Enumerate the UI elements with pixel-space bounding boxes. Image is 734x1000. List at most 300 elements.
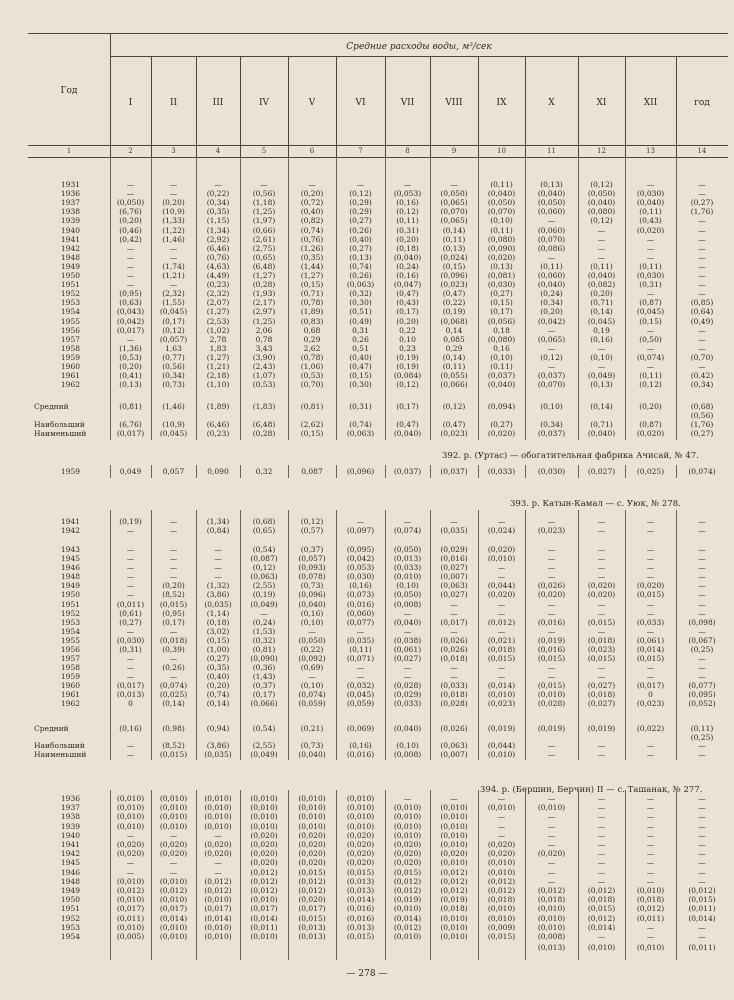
value-cell: — <box>646 922 655 932</box>
value-cell: (0,19) <box>442 307 466 317</box>
value-cell: (0,033) <box>487 467 516 476</box>
value-cell: — <box>698 600 706 609</box>
value-cell: — <box>126 627 135 636</box>
value-cell: (0,010) <box>636 943 665 952</box>
value-cell: (0,010) <box>587 943 616 952</box>
value-cell: (0,014) <box>587 922 616 932</box>
value-cell: (0,34) <box>206 198 230 208</box>
value-cell: (0,066) <box>250 699 278 708</box>
value-cell: — <box>698 663 706 672</box>
value-cell: (0,074) <box>688 467 716 476</box>
value-cell: (0,012) <box>587 886 616 895</box>
value-cell: — <box>646 234 655 244</box>
value-cell: — <box>169 858 178 868</box>
value-cell: — <box>403 663 412 672</box>
value-cell: (0,063) <box>346 429 375 438</box>
value-cell: (0,049) <box>250 600 278 609</box>
value-cell: — <box>597 362 606 371</box>
value-cell: (0,020) <box>298 858 326 868</box>
value-cell: (0,010) <box>346 803 375 813</box>
value-cell: (0,12) <box>252 563 276 572</box>
value-cell: — <box>403 794 412 803</box>
value-cell: (0,27) <box>690 198 714 208</box>
column-number: 2 <box>128 147 133 155</box>
value-cell: — <box>597 672 606 681</box>
value-cell: (1,76) <box>690 207 714 217</box>
year-cell: 1960 <box>60 681 80 690</box>
value-cell: (0,098) <box>688 618 716 627</box>
value-cell: — <box>698 581 706 590</box>
value-cell: (0,037) <box>537 371 566 381</box>
value-cell: (0,012) <box>688 886 716 895</box>
value-cell: — <box>646 803 655 813</box>
value-cell: (1,22) <box>162 225 185 235</box>
value-cell: (0,008) <box>393 750 422 759</box>
value-cell: (0,014) <box>204 913 232 923</box>
value-cell: (0,013) <box>346 876 375 886</box>
station-caption-393: 393. р. Катын-Камал — с. Уюк, № 278. <box>510 499 681 509</box>
value-cell: (2,55) <box>252 741 276 750</box>
value-cell: 0,18 <box>493 325 510 335</box>
value-cell: (0,030) <box>116 636 145 645</box>
value-cell: — <box>547 343 556 353</box>
value-cell: (0,007) <box>440 750 468 759</box>
column-number: 14 <box>697 147 707 155</box>
value-cell: — <box>260 180 268 189</box>
value-cell: — <box>597 252 606 262</box>
value-cell: (0,045) <box>636 307 665 317</box>
value-cell: (0,020) <box>537 849 566 859</box>
value-cell: (0,012) <box>116 886 145 895</box>
value-cell: (0,010) <box>204 932 232 941</box>
value-cell: (0,033) <box>393 699 422 708</box>
value-cell: (0,015) <box>537 681 566 690</box>
value-cell: — <box>597 563 606 572</box>
column-header-12: XII <box>643 98 658 108</box>
value-cell: — <box>698 252 706 262</box>
value-cell: (0,12) <box>349 189 372 199</box>
value-cell: (0,010) <box>204 803 232 813</box>
value-cell: — <box>597 867 606 877</box>
column-header-13: год <box>694 98 710 108</box>
value-cell: (2,53) <box>206 316 230 326</box>
value-cell: (0,28) <box>252 429 276 438</box>
value-cell: — <box>126 867 135 877</box>
column-divider <box>625 510 626 760</box>
value-cell: — <box>547 858 556 868</box>
value-cell: (0,13) <box>119 380 142 390</box>
value-cell: (0,020) <box>159 849 188 859</box>
value-cell: — <box>547 741 556 750</box>
value-cell: — <box>597 243 606 253</box>
value-cell: (0,028) <box>537 699 566 708</box>
year-cell: 1945 <box>60 554 80 563</box>
value-cell: (0,015) <box>298 913 326 923</box>
value-cell: (0,010) <box>393 830 422 840</box>
value-cell: (0,015) <box>346 932 375 941</box>
year-cell: 1945 <box>60 858 80 868</box>
value-cell: (0,010) <box>393 932 422 941</box>
value-cell: (0,018) <box>487 895 516 905</box>
value-cell: — <box>214 180 222 189</box>
value-cell: (0,012) <box>487 618 516 627</box>
value-cell: (0,010) <box>159 876 188 886</box>
value-cell: (0,54) <box>252 724 276 733</box>
value-cell: (0,43) <box>396 298 419 308</box>
column-header-3: III <box>212 98 224 108</box>
value-cell: — <box>169 867 178 877</box>
value-cell: — <box>698 672 706 681</box>
value-cell: (0,022) <box>636 724 665 733</box>
value-cell: 0,29 <box>303 334 321 344</box>
value-cell: — <box>547 821 556 831</box>
value-cell: (0,050) <box>537 198 566 208</box>
value-cell: (1,25) <box>252 207 276 217</box>
value-cell: (0,69) <box>300 663 324 672</box>
value-cell: 2,06 <box>255 325 273 335</box>
value-cell: (6,76) <box>119 420 142 429</box>
value-cell: 0 <box>648 690 653 699</box>
value-cell: (0,020) <box>250 849 278 859</box>
year-cell: 1949 <box>60 886 80 895</box>
value-cell: (0,055) <box>440 371 468 381</box>
value-cell: (0,017) <box>159 904 188 914</box>
value-cell: (0,20) <box>590 289 613 299</box>
value-cell: (0,060) <box>537 207 566 217</box>
value-cell: (0,012) <box>298 876 326 886</box>
value-cell: (0,015) <box>346 867 375 877</box>
value-cell: (0,14) <box>206 699 230 708</box>
value-cell: (0,94) <box>206 724 230 733</box>
value-cell: (0,016) <box>346 913 375 923</box>
value-cell: (0,037) <box>393 467 422 476</box>
row-label: Наименьший <box>34 750 87 759</box>
value-cell: (0,020) <box>487 840 516 849</box>
value-cell: (0,35) <box>300 252 324 262</box>
value-cell: — <box>597 572 606 581</box>
value-cell: — <box>646 830 655 840</box>
value-cell: (0,023) <box>537 526 566 535</box>
value-cell: — <box>547 252 556 262</box>
column-divider <box>525 790 526 960</box>
value-cell: (2,07) <box>206 298 230 308</box>
value-cell: (0,013) <box>537 943 566 952</box>
value-cell: — <box>547 812 556 822</box>
value-cell: — <box>214 554 222 563</box>
column-header-7: VII <box>400 98 415 108</box>
value-cell: (0,037) <box>440 467 468 476</box>
value-cell: — <box>126 252 135 262</box>
value-cell: (0,097) <box>346 526 375 535</box>
value-cell: (0,037) <box>537 429 566 438</box>
value-cell: (0,011) <box>250 922 278 932</box>
value-cell: (0,11) <box>349 645 372 654</box>
column-number: 7 <box>358 147 363 155</box>
value-cell: (0,34) <box>540 420 563 429</box>
value-cell: — <box>547 563 556 572</box>
value-cell: (1,83) <box>252 402 276 411</box>
value-cell: (0,019) <box>537 636 566 645</box>
value-cell: (0,017) <box>440 618 468 627</box>
value-cell: (0,016) <box>346 750 375 759</box>
value-cell: — <box>497 572 506 581</box>
value-cell: (0,012) <box>487 876 516 886</box>
value-cell: (0,22) <box>206 189 230 199</box>
value-cell: (0,020) <box>116 840 145 849</box>
value-cell: (0,013) <box>346 886 375 895</box>
value-cell: — <box>597 517 606 526</box>
value-cell: (0,10) <box>590 352 613 362</box>
value-cell: (0,038) <box>393 636 422 645</box>
column-divider <box>385 510 386 760</box>
value-cell: (0,010) <box>440 830 468 840</box>
value-cell: (0,19) <box>252 590 276 599</box>
value-cell: (0,015) <box>393 867 422 877</box>
value-cell: (0,27) <box>490 289 513 299</box>
column-divider <box>110 465 111 478</box>
value-cell: (0,010) <box>298 821 326 831</box>
value-cell: (6,76) <box>119 207 142 217</box>
value-cell: 0,085 <box>443 334 465 344</box>
value-cell: (0,53) <box>252 380 276 390</box>
value-cell: 0,049 <box>119 467 142 476</box>
value-cell: (3,02) <box>206 627 230 636</box>
value-cell: (3,90) <box>252 352 276 362</box>
value-cell: (0,010) <box>116 794 145 803</box>
value-cell: (0,74) <box>300 225 324 235</box>
value-cell: (0,023) <box>487 699 516 708</box>
value-cell: (0,010) <box>487 867 516 877</box>
value-cell: (0,68) <box>690 402 714 411</box>
value-cell: (0,12) <box>639 380 662 390</box>
value-cell: — <box>698 234 706 244</box>
value-cell: — <box>597 750 606 759</box>
value-cell: (0,018) <box>487 645 516 654</box>
value-cell: — <box>308 180 316 189</box>
value-cell: (0,11) <box>442 362 466 371</box>
value-cell: (0,013) <box>116 690 145 699</box>
value-cell: (0,095) <box>346 545 375 554</box>
year-cell: 1955 <box>60 636 80 645</box>
value-cell: (0,020) <box>636 429 665 438</box>
value-cell: (0,057) <box>159 334 188 344</box>
value-cell: (0,24) <box>252 618 276 627</box>
value-cell: (0,015) <box>537 654 566 663</box>
value-cell: — <box>356 672 365 681</box>
value-cell: (0,023) <box>440 280 468 290</box>
value-cell: (1,44) <box>300 261 324 271</box>
value-cell: (0,40) <box>349 352 372 362</box>
value-cell: — <box>169 572 178 581</box>
value-cell: (0,71) <box>590 298 613 308</box>
value-cell: (0,25) <box>690 645 714 654</box>
value-cell: — <box>698 922 706 932</box>
value-cell: 1,63 <box>165 343 182 353</box>
value-cell: (0,047) <box>393 280 422 290</box>
value-cell: (0,27) <box>349 243 372 253</box>
column-divider <box>676 790 677 960</box>
value-cell: (0,020) <box>298 895 326 905</box>
value-cell: — <box>597 600 606 609</box>
value-cell: (0,049) <box>587 371 616 381</box>
value-cell: (0,010) <box>440 922 468 932</box>
value-cell: (0,87) <box>639 420 662 429</box>
column-header-8: VIII <box>445 98 463 108</box>
value-cell: (0,010) <box>116 895 145 905</box>
value-cell: (0,037) <box>487 371 516 381</box>
value-cell: (0,47) <box>442 420 466 429</box>
column-divider <box>240 157 241 440</box>
value-cell: (0,010) <box>298 794 326 803</box>
value-cell: (0,12) <box>396 380 419 390</box>
value-cell: (0,018) <box>159 636 188 645</box>
station-caption-392: 392. р. (Уртас) — обогатительная фабрика Ачисай, № 47. <box>442 451 699 461</box>
value-cell: (0,65) <box>252 252 276 262</box>
value-cell: (0,020) <box>204 849 232 859</box>
value-cell: (0,040) <box>487 189 516 199</box>
value-cell: (0,020) <box>346 840 375 849</box>
value-cell: — <box>214 858 222 868</box>
value-cell: (0,070) <box>537 380 566 390</box>
value-cell: (0,011) <box>688 943 716 952</box>
value-cell: (0,040) <box>487 380 516 390</box>
value-cell: (0,39) <box>162 645 185 654</box>
value-cell: (0,019) <box>587 724 616 733</box>
value-cell: (1,06) <box>300 362 324 371</box>
value-cell: — <box>597 858 606 868</box>
row-label: Наименьший <box>34 429 87 438</box>
value-cell: — <box>597 554 606 563</box>
value-cell: (0,16) <box>300 609 324 618</box>
value-cell: (0,61) <box>119 609 142 618</box>
value-cell: (3,86) <box>206 741 230 750</box>
column-divider <box>288 157 289 440</box>
value-cell: 0,087 <box>301 467 323 476</box>
value-cell: (0,42) <box>119 234 142 244</box>
value-cell: (0,020) <box>298 830 326 840</box>
column-divider <box>676 157 677 440</box>
value-cell: — <box>547 362 556 371</box>
value-cell: (0,13) <box>490 261 513 271</box>
value-cell: (1,14) <box>206 609 230 618</box>
value-cell: (0,063) <box>440 741 468 750</box>
value-cell: — <box>646 821 655 831</box>
value-cell: (2,55) <box>252 581 276 590</box>
column-header-6: VI <box>355 98 366 108</box>
value-cell: (0,010) <box>346 794 375 803</box>
value-cell: (0,30) <box>349 298 372 308</box>
value-cell: (0,14) <box>590 402 613 411</box>
value-cell: (0,56) <box>162 362 185 371</box>
value-cell: — <box>646 252 655 262</box>
value-cell: (0,17) <box>252 690 276 699</box>
value-cell: — <box>597 627 606 636</box>
value-cell: — <box>547 830 556 840</box>
column-divider <box>151 157 152 440</box>
value-cell: — <box>698 243 706 253</box>
value-cell: (0,027) <box>587 467 616 476</box>
value-cell: (0,47) <box>349 362 372 371</box>
value-cell: — <box>169 554 178 563</box>
value-cell: — <box>597 794 606 803</box>
value-cell: (0,059) <box>346 699 375 708</box>
value-cell: — <box>698 794 706 803</box>
value-cell: (0,015) <box>587 618 616 627</box>
value-cell: — <box>597 343 606 353</box>
value-cell: — <box>646 794 655 803</box>
value-cell: (0,030) <box>636 271 665 280</box>
value-cell: (0,40) <box>300 207 324 217</box>
row-label: Наибольший <box>34 741 85 750</box>
value-cell: (1,33) <box>162 216 185 226</box>
value-cell: — <box>698 858 706 868</box>
value-cell: (0,040) <box>393 252 422 262</box>
value-cell: (1,36) <box>119 343 142 353</box>
row-label: Наибольший <box>34 420 85 429</box>
value-cell: (0,71) <box>300 289 324 299</box>
column-divider <box>196 465 197 478</box>
value-cell: (0,012) <box>393 876 422 886</box>
value-cell: — <box>646 812 655 822</box>
value-cell: (0,95) <box>119 289 142 299</box>
value-cell: (0,010) <box>487 858 516 868</box>
value-cell: (0,16) <box>590 334 613 344</box>
value-cell: 0,51 <box>352 343 369 353</box>
value-cell: — <box>356 663 365 672</box>
value-cell: (0,47) <box>396 289 419 299</box>
value-cell: (0,018) <box>440 690 468 699</box>
column-divider <box>151 510 152 760</box>
value-cell: (0,020) <box>298 849 326 859</box>
value-cell: — <box>547 545 556 554</box>
value-cell: (0,37) <box>300 545 324 554</box>
value-cell: (0,020) <box>487 429 516 438</box>
value-cell: (0,019) <box>440 895 468 905</box>
value-cell: (0,080) <box>487 234 516 244</box>
value-cell: (0,015) <box>487 932 516 941</box>
group-rule <box>110 56 728 57</box>
value-cell: (1,27) <box>206 352 230 362</box>
value-cell: (1,27) <box>300 271 324 280</box>
value-cell: (0,015) <box>159 750 188 759</box>
value-cell: (0,65) <box>252 526 276 535</box>
year-cell: 1943 <box>60 545 80 554</box>
value-cell: (0,010) <box>487 803 516 813</box>
column-divider <box>430 510 431 760</box>
value-cell: (0,020) <box>393 858 422 868</box>
value-cell: (0,010) <box>204 812 232 822</box>
value-cell: — <box>646 876 655 886</box>
value-cell: (0,035) <box>440 526 468 535</box>
column-divider <box>625 157 626 440</box>
value-cell: (0,20) <box>162 581 185 590</box>
value-cell: (0,012) <box>250 886 278 895</box>
value-cell: (0,020) <box>204 840 232 849</box>
value-cell: (0,073) <box>346 590 375 599</box>
value-cell: (6,46) <box>206 420 230 429</box>
column-divider <box>240 510 241 760</box>
value-cell: (0,014) <box>393 913 422 923</box>
value-cell: (0,010) <box>204 821 232 831</box>
value-cell: (0,017) <box>298 904 326 914</box>
column-header-1: I <box>128 98 133 108</box>
value-cell: — <box>547 794 556 803</box>
value-cell: (0,063) <box>250 572 278 581</box>
value-cell: (0,045) <box>587 316 616 326</box>
value-cell: (0,086) <box>537 243 566 253</box>
value-cell: — <box>169 654 178 663</box>
value-cell: (0,078) <box>298 572 326 581</box>
